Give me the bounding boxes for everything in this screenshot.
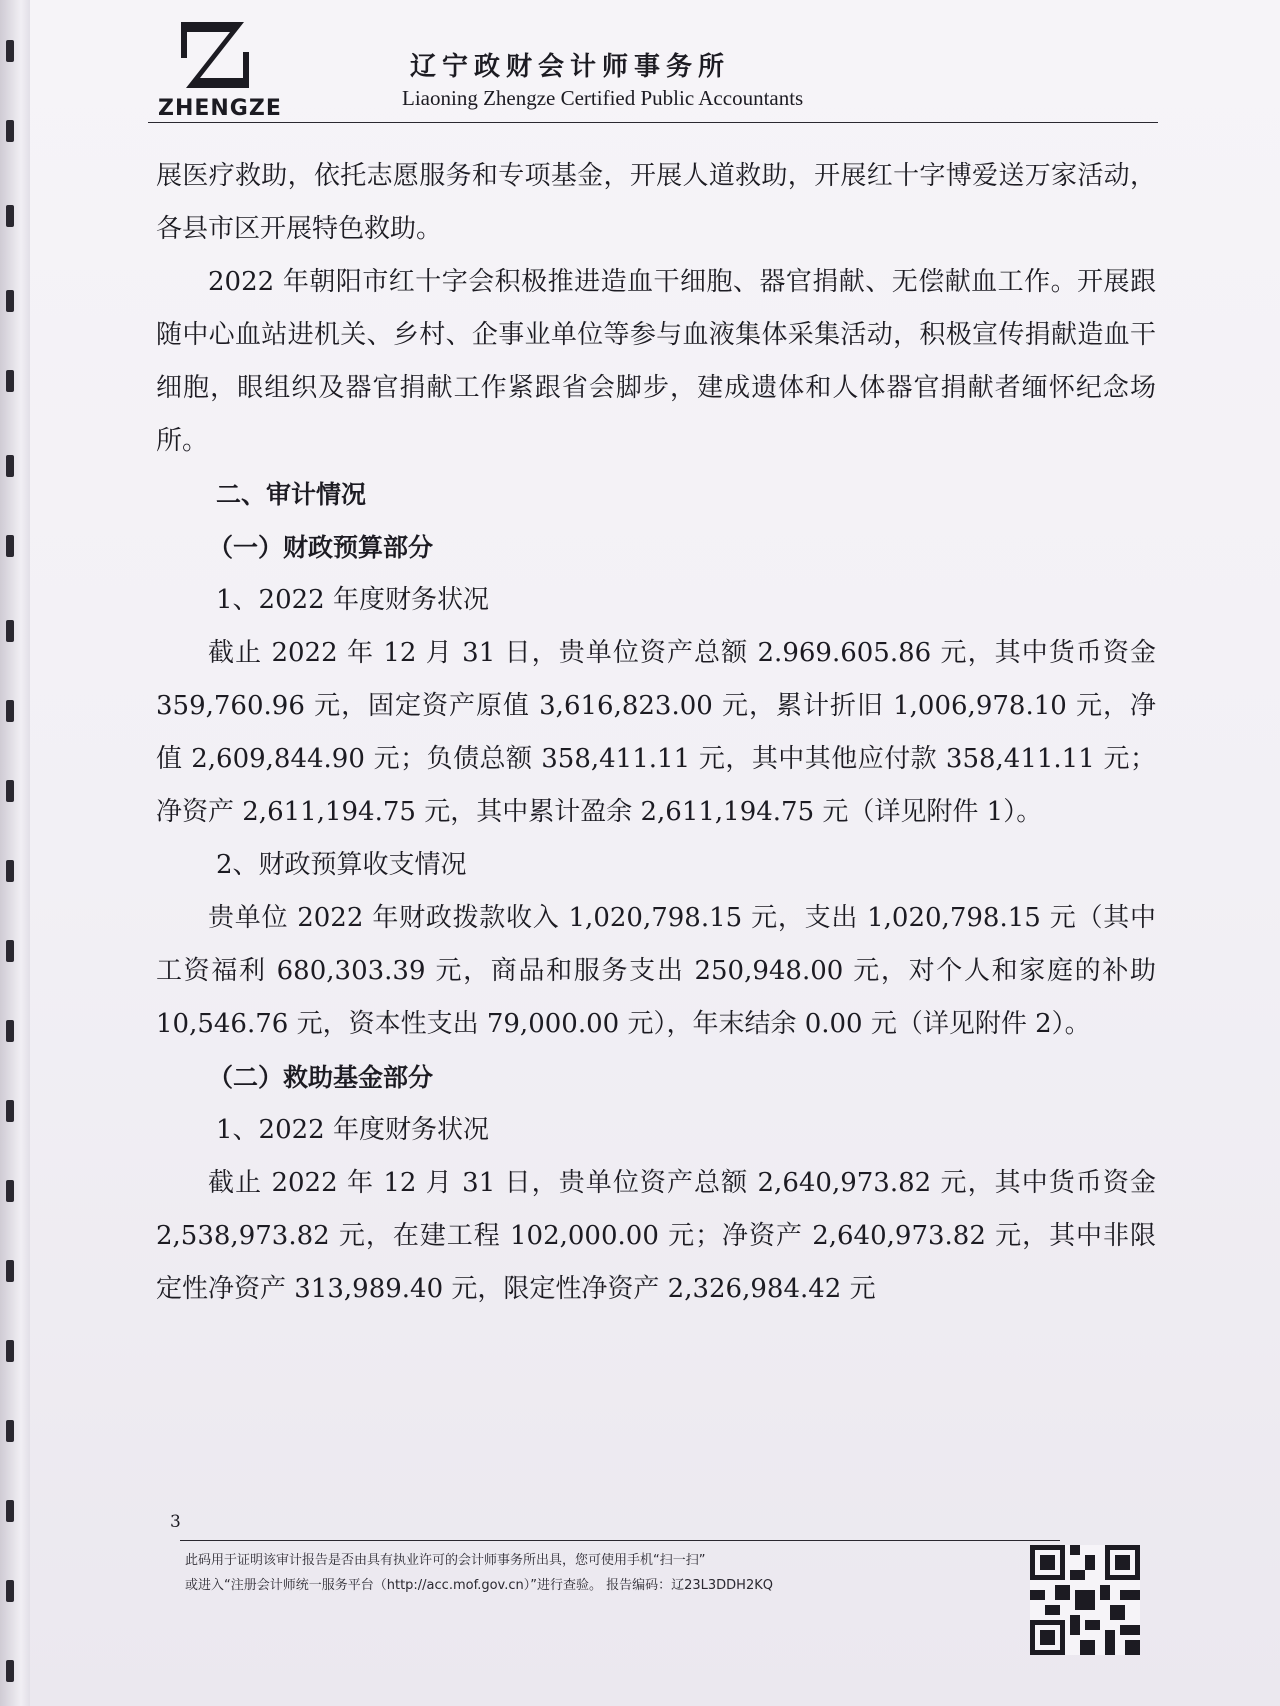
binder-hole [6, 455, 14, 477]
paragraph-budget-financial-status: 截止 2022 年 12 月 31 日，贵单位资产总额 2.969.605.86 元，其中货币资金 359,760.96 元，固定资产原值 3,616,823.00 元，累计折旧 1,006,978.10 元，净值 2,609,844.90 元；负债总额 358,411.11 元，其中其他应付款 358,411.11 元；净资产 2,611,194.75 元，其中累计盈余 2,611,194.75 元（详见附件 1）。 [156, 638, 1156, 827]
binder-hole [6, 1100, 14, 1122]
verification-line-1: 此码用于证明该审计报告是否由具有执业许可的会计师事务所出具，您可使用手机“扫一扫” [185, 1553, 706, 1568]
firm-name-english: Liaoning Zhengze Certified Public Accountants [402, 86, 804, 110]
paragraph-relief-activities: 展医疗救助，依托志愿服务和专项基金，开展人道救助，开展红十字博爱送万家活动，各县市区开展特色救助。 [156, 161, 1156, 244]
zhengze-logo-icon [180, 18, 250, 92]
paragraph-donation-work: 2022 年朝阳市红十字会积极推进造血干细胞、器官捐献、无偿献血工作。开展跟随中心血站进机关、乡村、企事业单位等参与血液集体采集活动，积极宣传捐献造血干细胞，眼组织及器官捐献工作紧跟省会脚步，建成遗体和人体器官捐献者缅怀纪念场所。 [156, 267, 1156, 456]
binder-hole [6, 700, 14, 722]
header-divider [148, 122, 1158, 123]
paragraph-fund-financial-status: 截止 2022 年 12 月 31 日，贵单位资产总额 2,640,973.82 元，其中货币资金 2,538,973.82 元，在建工程 102,000.00 元；净资产 2,640,973.82 元，其中非限定性净资产 313,989.40 元，限定性净资产 2,326,984.42 元 [156, 1168, 1156, 1304]
firm-name-chinese: 辽宁政财会计师事务所 [410, 52, 731, 82]
firm-logo [158, 18, 282, 122]
qr-code-icon [1030, 1545, 1140, 1655]
document-page [30, 0, 1280, 1706]
page-number: 3 [170, 1512, 181, 1532]
binder-hole [6, 370, 14, 392]
binder-hole [6, 1500, 14, 1522]
binder-hole [6, 1660, 14, 1682]
binder-edge [0, 0, 30, 1706]
binder-hole [6, 290, 14, 312]
binder-hole [6, 1260, 14, 1282]
item-heading-fund-financial-status: 1、2022 年度财务状况 [216, 1115, 489, 1145]
verification-note [185, 1548, 945, 1598]
footer-divider [180, 1540, 1060, 1541]
letterhead [30, 0, 1280, 130]
binder-hole [6, 620, 14, 642]
item-heading-budget-income-expense: 2、财政预算收支情况 [216, 850, 467, 880]
logo-text: ZHENGZE [158, 96, 282, 121]
binder-hole [6, 1340, 14, 1362]
binder-hole [6, 940, 14, 962]
subsection-heading-budget: （一）财政预算部分 [208, 533, 434, 562]
binder-hole [6, 535, 14, 557]
binder-hole [6, 205, 14, 227]
section-heading-audit: 二、审计情况 [216, 480, 367, 509]
paragraph-budget-income-expense: 贵单位 2022 年财政拨款收入 1,020,798.15 元，支出 1,020,798.15 元（其中工资福利 680,303.39 元，商品和服务支出 250,948.00 元，对个人和家庭的补助 10,546.76 元，资本性支出 79,000.00 元），年末结余 0.00 元（详见附件 2）。 [156, 903, 1156, 1039]
binder-hole [6, 1580, 14, 1602]
binder-hole [6, 120, 14, 142]
binder-hole [6, 860, 14, 882]
subsection-heading-relief-fund: （二）救助基金部分 [208, 1063, 434, 1092]
verification-line-2: 或进入“注册会计师统一服务平台（http://acc.mof.gov.cn）”进行查验。 报告编码：辽23L3DDH2KQ [185, 1578, 773, 1593]
binder-hole [6, 40, 14, 62]
binder-hole [6, 1180, 14, 1202]
item-heading-budget-financial-status: 1、2022 年度财务状况 [216, 585, 489, 615]
binder-hole [6, 780, 14, 802]
binder-hole [6, 1420, 14, 1442]
binder-hole [6, 1020, 14, 1042]
report-body [156, 150, 1156, 1316]
